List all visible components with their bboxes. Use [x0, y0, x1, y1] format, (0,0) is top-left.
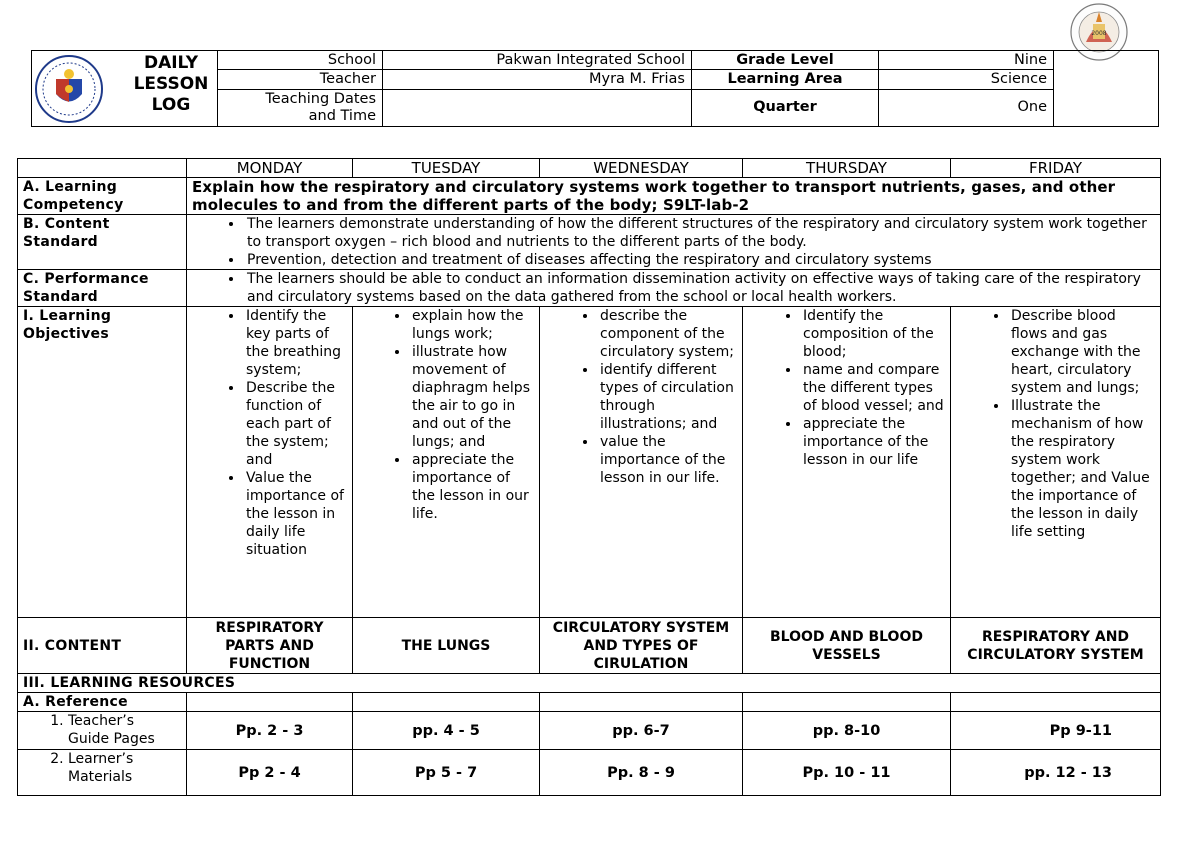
teachers-guide-row: [18, 712, 1161, 750]
objectives-tuesday: [353, 307, 540, 618]
days-row: [18, 159, 1161, 178]
list-item: • Prevention, detection and treatment of diseases affecting the respiratory and circulatory systems: [244, 251, 1155, 269]
teachers-guide-label-line1: Teacher’s: [68, 713, 135, 729]
objectives-wednesday: [540, 307, 743, 618]
list-item: • name and compare the different types of blood vessel; and: [801, 361, 945, 415]
performance-standard-row: [18, 270, 1161, 307]
list-item: • The learners demonstrate understanding of how the different structures of the respiratory and circulatory system work together to transport oxygen – rich blood and nutrients to the different parts of the body.: [244, 215, 1155, 251]
header-blank-cell: [1054, 51, 1159, 127]
list-item: • The learners should be able to conduct an information dissemination activity on effective ways of taking care of the respiratory and circulatory systems based on the data gathered from the school or local health workers.: [244, 270, 1155, 306]
list-item: • Identify the key parts of the breathing system;: [244, 307, 347, 379]
performance-standard-text: [187, 270, 1161, 307]
lm-thursday: Pp. 10 - 11: [743, 750, 951, 796]
competency-label: [18, 178, 187, 215]
content-row: [18, 618, 1161, 674]
content-wednesday: CIRCULATORY SYSTEM AND TYPES OF CIRULATION: [540, 618, 743, 674]
objectives-friday: [951, 307, 1161, 618]
list-item: • Value the importance of the lesson in daily life situation: [244, 469, 347, 559]
school-label: School: [218, 51, 383, 70]
objectives-monday: [187, 307, 353, 618]
teaching-dates-label: [218, 89, 383, 127]
deped-seal-logo: [34, 54, 104, 124]
lm-monday: Pp 2 - 4: [187, 750, 353, 796]
content-standard-label-line1: B. Content: [23, 216, 110, 232]
learners-materials-label-line1: Learner’s: [68, 751, 134, 767]
title-line-daily: DAILY: [143, 53, 199, 73]
learners-materials-label-item: [68, 750, 181, 786]
list-item: • appreciate the importance of the lesson in our life: [801, 415, 945, 469]
teachers-guide-label-line2: Guide Pages: [68, 731, 155, 747]
title-line-log: LOG: [151, 95, 191, 115]
competency-label-line1: A. Learning: [23, 179, 118, 195]
corner-cell: [18, 159, 187, 178]
learners-materials-row: [18, 750, 1161, 796]
tg-monday: Pp. 2 - 3: [187, 712, 353, 750]
teacher-value: Myra M. Frias: [383, 70, 692, 89]
performance-standard-label-line2: Standard: [23, 289, 98, 305]
competency-row: [18, 178, 1161, 215]
content-thursday: BLOOD AND BLOOD VESSELS: [743, 618, 951, 674]
reference-friday: [951, 693, 1161, 712]
performance-standard-label-line1: C. Performance: [23, 271, 149, 287]
resources-row: [18, 674, 1161, 693]
quarter-value: One: [879, 89, 1054, 127]
list-item: • identify different types of circulation through illustrations; and: [598, 361, 737, 433]
grade-level-label: Grade Level: [692, 51, 879, 70]
objectives-label: [18, 307, 187, 618]
teaching-dates-label-line2: and Time: [308, 107, 376, 124]
list-item: • illustrate how movement of diaphragm helps the air to go in and out of the lungs; and: [410, 343, 534, 451]
content-standard-label: [18, 215, 187, 270]
objectives-label-line2: Objectives: [23, 326, 109, 342]
competency-label-line2: Competency: [23, 197, 124, 213]
day-friday: FRIDAY: [951, 159, 1161, 178]
reference-tuesday: [353, 693, 540, 712]
day-wednesday: WEDNESDAY: [540, 159, 743, 178]
objectives-label-line1: I. Learning: [23, 308, 112, 324]
header-table: [31, 50, 1159, 127]
list-item: • explain how the lungs work;: [410, 307, 534, 343]
content-tuesday: THE LUNGS: [353, 618, 540, 674]
teacher-label: Teacher: [218, 70, 383, 89]
content-label: II. CONTENT: [18, 618, 187, 674]
lm-tuesday: Pp 5 - 7: [353, 750, 540, 796]
objectives-row: [18, 307, 1161, 618]
learners-materials-label: [18, 750, 187, 796]
lm-friday: pp. 12 - 13: [951, 750, 1161, 796]
competency-text: Explain how the respiratory and circulatory systems work together to transport nutrients, gases, and other molecules to and from the different parts of the body; S9LT-lab-2: [187, 178, 1161, 215]
day-monday: MONDAY: [187, 159, 353, 178]
learners-materials-label-line2: Materials: [68, 769, 133, 785]
list-item: • Illustrate the mechanism of how the respiratory system work together; and Value the importance of the lesson in daily life setting: [1009, 397, 1155, 541]
title-line-lesson: LESSON: [133, 74, 209, 94]
quarter-label: Quarter: [692, 89, 879, 127]
list-item: • Describe blood flows and gas exchange with the heart, circulatory system and lungs;: [1009, 307, 1155, 397]
school-value: Pakwan Integrated School: [383, 51, 692, 70]
teaching-dates-label-line1: Teaching Dates: [265, 90, 376, 107]
dll-title: [116, 53, 226, 116]
teaching-dates-value: [383, 89, 692, 127]
content-standard-label-line2: Standard: [23, 234, 98, 250]
reference-row: [18, 693, 1161, 712]
reference-label: A. Reference: [18, 693, 187, 712]
list-item: • Identify the composition of the blood;: [801, 307, 945, 361]
teachers-guide-label-item: [68, 712, 181, 748]
content-standard-text: [187, 215, 1161, 270]
tg-wednesday: pp. 6-7: [540, 712, 743, 750]
reference-wednesday: [540, 693, 743, 712]
tg-thursday: pp. 8-10: [743, 712, 951, 750]
content-monday: RESPIRATORY PARTS AND FUNCTION: [187, 618, 353, 674]
svg-text:2008: 2008: [1091, 30, 1107, 37]
lm-wednesday: Pp. 8 - 9: [540, 750, 743, 796]
list-item: • appreciate the importance of the lesson in our life.: [410, 451, 534, 523]
learning-area-value: Science: [879, 70, 1054, 89]
day-tuesday: TUESDAY: [353, 159, 540, 178]
teachers-guide-label: [18, 712, 187, 750]
learning-area-label: Learning Area: [692, 70, 879, 89]
day-thursday: THURSDAY: [743, 159, 951, 178]
content-standard-row: [18, 215, 1161, 270]
list-item: • value the importance of the lesson in our life.: [598, 433, 737, 487]
title-cell: [32, 51, 218, 127]
resources-label: III. LEARNING RESOURCES: [18, 674, 1161, 693]
objectives-thursday: [743, 307, 951, 618]
content-friday: RESPIRATORY AND CIRCULATORY SYSTEM: [951, 618, 1161, 674]
tg-tuesday: pp. 4 - 5: [353, 712, 540, 750]
list-item: • Describe the function of each part of the system; and: [244, 379, 347, 469]
lesson-table: [17, 158, 1161, 796]
grade-level-value: Nine: [879, 51, 1054, 70]
performance-standard-label: [18, 270, 187, 307]
reference-thursday: [743, 693, 951, 712]
list-item: • describe the component of the circulatory system;: [598, 307, 737, 361]
tg-friday: Pp 9-11: [951, 712, 1161, 750]
reference-monday: [187, 693, 353, 712]
